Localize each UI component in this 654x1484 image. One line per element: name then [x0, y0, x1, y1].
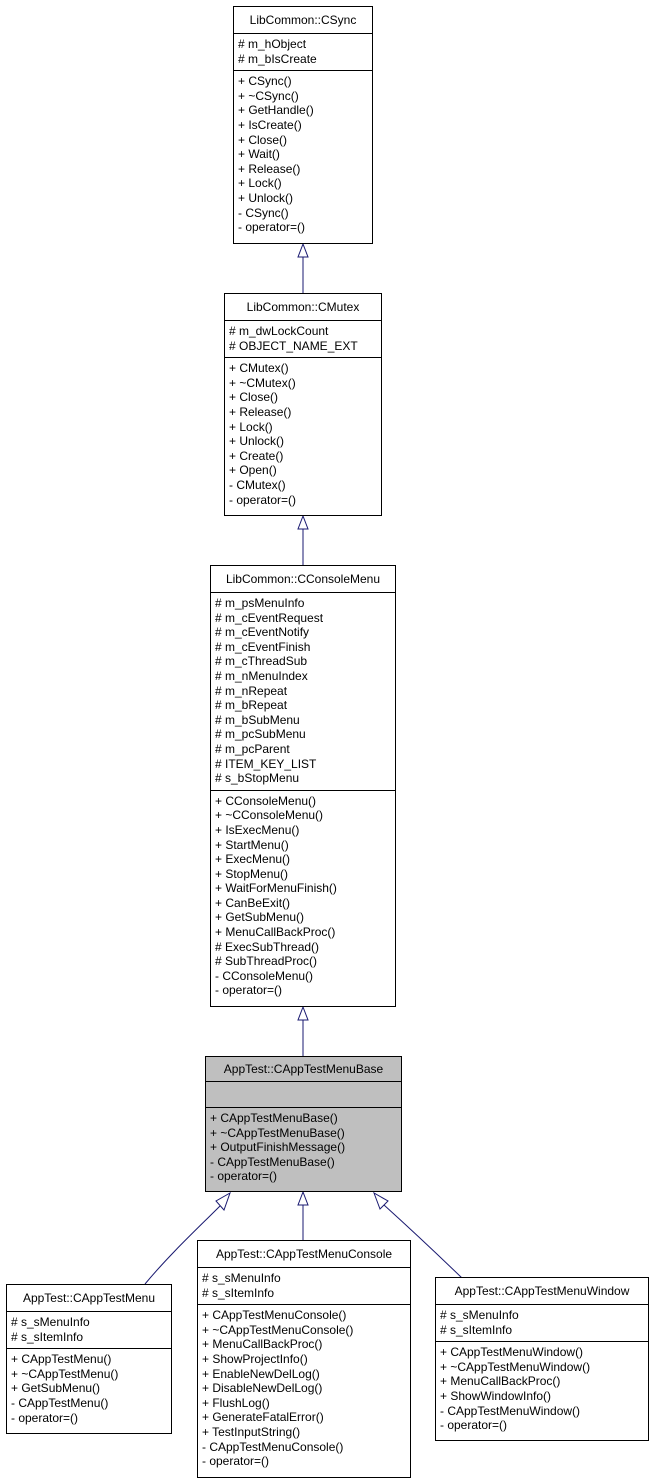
- attribute-item: # s_sMenuInfo: [440, 1308, 519, 1322]
- attribute-item: # s_sItemInfo: [11, 1329, 84, 1344]
- method-item: + CAppTestMenuConsole(): [202, 1308, 347, 1323]
- method-item: + GetSubMenu(): [215, 910, 305, 925]
- method-item: + IsExecMenu(): [215, 822, 300, 837]
- method-item: + StopMenu(): [215, 866, 289, 881]
- method-item: - CAppTestMenuConsole(): [202, 1439, 344, 1454]
- attribute-item: # m_hObject: [238, 37, 307, 51]
- method-item: + MenuCallBackProc(): [202, 1337, 323, 1352]
- method-item: + MenuCallBackProc(): [215, 925, 336, 940]
- attribute-item: # m_cEventFinish: [215, 639, 311, 654]
- method-list: [206, 1107, 401, 1184]
- method-item: - operator=(): [440, 1418, 508, 1433]
- method-item: + DisableNewDelLog(): [202, 1381, 323, 1396]
- method-list: [234, 70, 372, 235]
- arrowhead-cmutex: [298, 516, 308, 529]
- attribute-item: # m_bSubMenu: [215, 712, 300, 727]
- class-title: LibCommon::CSync: [234, 7, 372, 34]
- method-item: # ExecSubThread(): [215, 939, 320, 954]
- method-item: + GetSubMenu(): [11, 1381, 101, 1396]
- method-list: [7, 1348, 171, 1425]
- attribute-item: # m_cEventRequest: [215, 610, 324, 625]
- attribute-item: # ITEM_KEY_LIST: [215, 756, 317, 771]
- arrowhead-cconsolemenu: [298, 1007, 308, 1020]
- arrowhead-base-center: [298, 1192, 308, 1205]
- method-item: + Lock(): [229, 419, 273, 434]
- method-item: + CAppTestMenuBase(): [210, 1111, 338, 1125]
- method-item: + CanBeExit(): [215, 895, 291, 910]
- method-item: + CSync(): [238, 74, 292, 89]
- method-item: + WaitForMenuFinish(): [215, 881, 337, 896]
- attribute-list: [198, 1268, 410, 1304]
- attribute-item: # m_nMenuIndex: [215, 668, 308, 683]
- method-item: + StartMenu(): [215, 837, 289, 852]
- method-item: - CSync(): [238, 205, 289, 220]
- class-box-cconsolemenu[interactable]: [210, 565, 396, 1007]
- method-item: + ~CAppTestMenuConsole(): [202, 1322, 354, 1337]
- attribute-item: # m_cEventNotify: [215, 625, 310, 640]
- method-item: - operator=(): [215, 983, 283, 998]
- attribute-item: # m_psMenuInfo: [215, 596, 305, 610]
- class-box-base[interactable]: [205, 1056, 402, 1192]
- attribute-item: # s_sItemInfo: [440, 1322, 513, 1337]
- class-box-menu[interactable]: [6, 1284, 172, 1434]
- attribute-item: # s_bStopMenu: [215, 771, 300, 786]
- method-item: + CAppTestMenuWindow(): [440, 1345, 584, 1360]
- method-item: + Unlock(): [229, 434, 285, 449]
- class-title: AppTest::CAppTestMenuBase: [206, 1057, 401, 1082]
- method-item: - CAppTestMenuBase(): [210, 1154, 335, 1169]
- attribute-list: [436, 1305, 648, 1341]
- method-item: + Close(): [238, 132, 288, 147]
- method-item: + Open(): [229, 463, 277, 478]
- method-item: + CMutex(): [229, 361, 289, 376]
- attribute-item: # OBJECT_NAME_EXT: [229, 338, 358, 353]
- method-item: - CMutex(): [229, 477, 286, 492]
- method-item: + CAppTestMenu(): [11, 1352, 112, 1367]
- method-item: + OutputFinishMessage(): [210, 1140, 346, 1155]
- method-item: + ~CAppTestMenuWindow(): [440, 1359, 591, 1374]
- method-item: + Wait(): [238, 147, 280, 162]
- class-title: AppTest::CAppTestMenuWindow: [436, 1278, 648, 1305]
- arrowhead-csync: [298, 244, 308, 257]
- method-item: + TestInputString(): [202, 1424, 301, 1439]
- method-item: + Close(): [229, 390, 279, 405]
- attribute-item: # m_pcParent: [215, 741, 290, 756]
- attribute-item: # s_sMenuInfo: [202, 1271, 281, 1285]
- method-item: + CConsoleMenu(): [215, 793, 317, 808]
- method-item: + MenuCallBackProc(): [440, 1374, 561, 1389]
- class-title: AppTest::CAppTestMenuConsole: [198, 1241, 410, 1268]
- method-item: - operator=(): [238, 220, 306, 235]
- method-item: + ShowProjectInfo(): [202, 1351, 308, 1366]
- method-item: + GenerateFatalError(): [202, 1410, 324, 1425]
- attribute-list: [206, 1082, 401, 1107]
- method-item: - CAppTestMenuWindow(): [440, 1403, 581, 1418]
- method-item: + Create(): [229, 448, 284, 463]
- method-item: + ShowWindowInfo(): [440, 1388, 552, 1403]
- class-box-cmutex[interactable]: [224, 293, 382, 516]
- attribute-item: # m_bIsCreate: [238, 51, 317, 66]
- method-item: + EnableNewDelLog(): [202, 1366, 320, 1381]
- method-item: - operator=(): [210, 1169, 278, 1184]
- attribute-item: # s_sMenuInfo: [11, 1315, 90, 1329]
- method-item: + IsCreate(): [238, 117, 302, 132]
- method-list: [436, 1341, 648, 1433]
- attribute-list: [234, 34, 372, 70]
- class-title: LibCommon::CMutex: [225, 294, 381, 321]
- attribute-item: # m_nRepeat: [215, 683, 288, 698]
- class-title: AppTest::CAppTestMenu: [7, 1285, 171, 1312]
- attribute-list: [225, 321, 381, 357]
- attribute-item: # m_pcSubMenu: [215, 727, 306, 742]
- attribute-item: # m_cThreadSub: [215, 654, 308, 669]
- method-item: + Unlock(): [238, 190, 294, 205]
- class-title: LibCommon::CConsoleMenu: [211, 566, 395, 593]
- method-list: [225, 357, 381, 507]
- method-item: + Release(): [238, 161, 301, 176]
- method-list: [198, 1304, 410, 1469]
- method-item: + ~CMutex(): [229, 375, 296, 390]
- method-item: + ~CAppTestMenuBase(): [210, 1125, 345, 1140]
- method-item: + GetHandle(): [238, 103, 314, 118]
- method-item: - CAppTestMenu(): [11, 1395, 109, 1410]
- attribute-list: [7, 1312, 171, 1348]
- method-item: - operator=(): [202, 1454, 270, 1469]
- method-item: - operator=(): [11, 1410, 79, 1425]
- method-list: [211, 790, 395, 998]
- method-item: - operator=(): [229, 492, 297, 507]
- method-item: + FlushLog(): [202, 1395, 270, 1410]
- class-box-window[interactable]: [435, 1277, 649, 1441]
- attribute-item: # m_bRepeat: [215, 698, 288, 713]
- method-item: + Release(): [229, 404, 292, 419]
- method-item: # SubThreadProc(): [215, 954, 318, 969]
- method-item: + ~CConsoleMenu(): [215, 808, 324, 823]
- method-item: + ExecMenu(): [215, 852, 291, 867]
- attribute-item: # s_sItemInfo: [202, 1285, 275, 1300]
- attribute-item: # m_dwLockCount: [229, 324, 329, 338]
- method-item: + ~CSync(): [238, 88, 299, 103]
- attribute-list: [211, 593, 395, 790]
- method-item: + ~CAppTestMenu(): [11, 1366, 119, 1381]
- class-box-console[interactable]: [197, 1240, 411, 1478]
- class-box-csync[interactable]: [233, 6, 373, 244]
- method-item: - CConsoleMenu(): [215, 968, 314, 983]
- method-item: + Lock(): [238, 176, 282, 191]
